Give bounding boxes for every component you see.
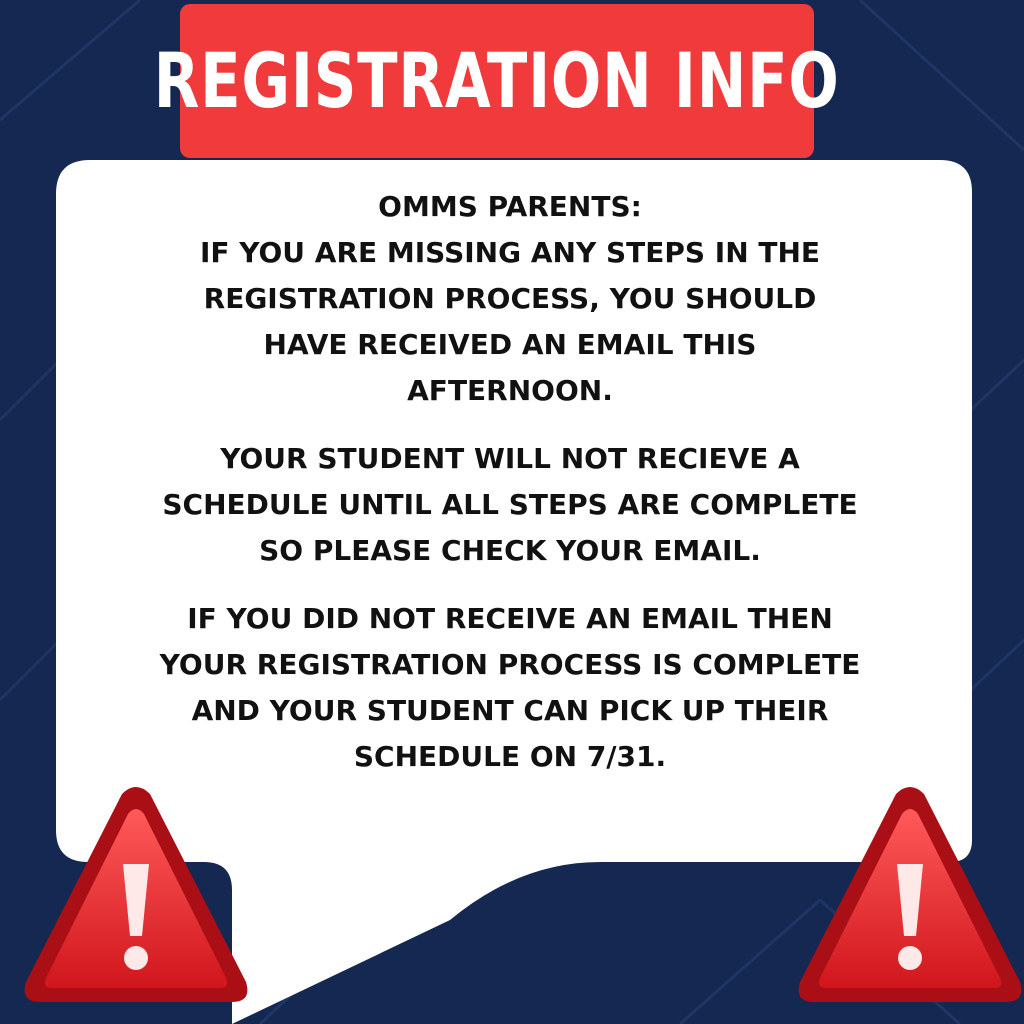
message-line: OMMS PARENTS: [378, 190, 642, 223]
page-title: REGISTRATION INFO [154, 36, 840, 125]
warning-icon [20, 786, 252, 1008]
title-banner [154, 4, 840, 158]
message-line: SCHEDULE UNTIL ALL STEPS ARE COMPLETE [162, 488, 858, 521]
message-line: HAVE RECEIVED AN EMAIL THIS [263, 328, 757, 361]
message-line: SO PLEASE CHECK YOUR EMAIL. [259, 534, 761, 567]
message-line: IF YOU DID NOT RECEIVE AN EMAIL THEN [187, 602, 833, 635]
message-body [110, 184, 910, 802]
message-line: YOUR REGISTRATION PROCESS IS COMPLETE [159, 648, 861, 681]
message-line: AFTERNOON. [407, 374, 613, 407]
message-paragraph-2 [110, 436, 910, 574]
message-paragraph-3 [110, 596, 910, 780]
message-line: IF YOU ARE MISSING ANY STEPS IN THE [199, 236, 821, 269]
message-paragraph-1 [110, 184, 910, 414]
message-line: SCHEDULE ON 7/31. [353, 740, 667, 773]
warning-icon [794, 786, 1024, 1008]
message-line: AND YOUR STUDENT CAN PICK UP THEIR [191, 694, 829, 727]
message-line: YOUR STUDENT WILL NOT RECIEVE A [220, 442, 800, 475]
message-line: REGISTRATION PROCESS, YOU SHOULD [203, 282, 817, 315]
